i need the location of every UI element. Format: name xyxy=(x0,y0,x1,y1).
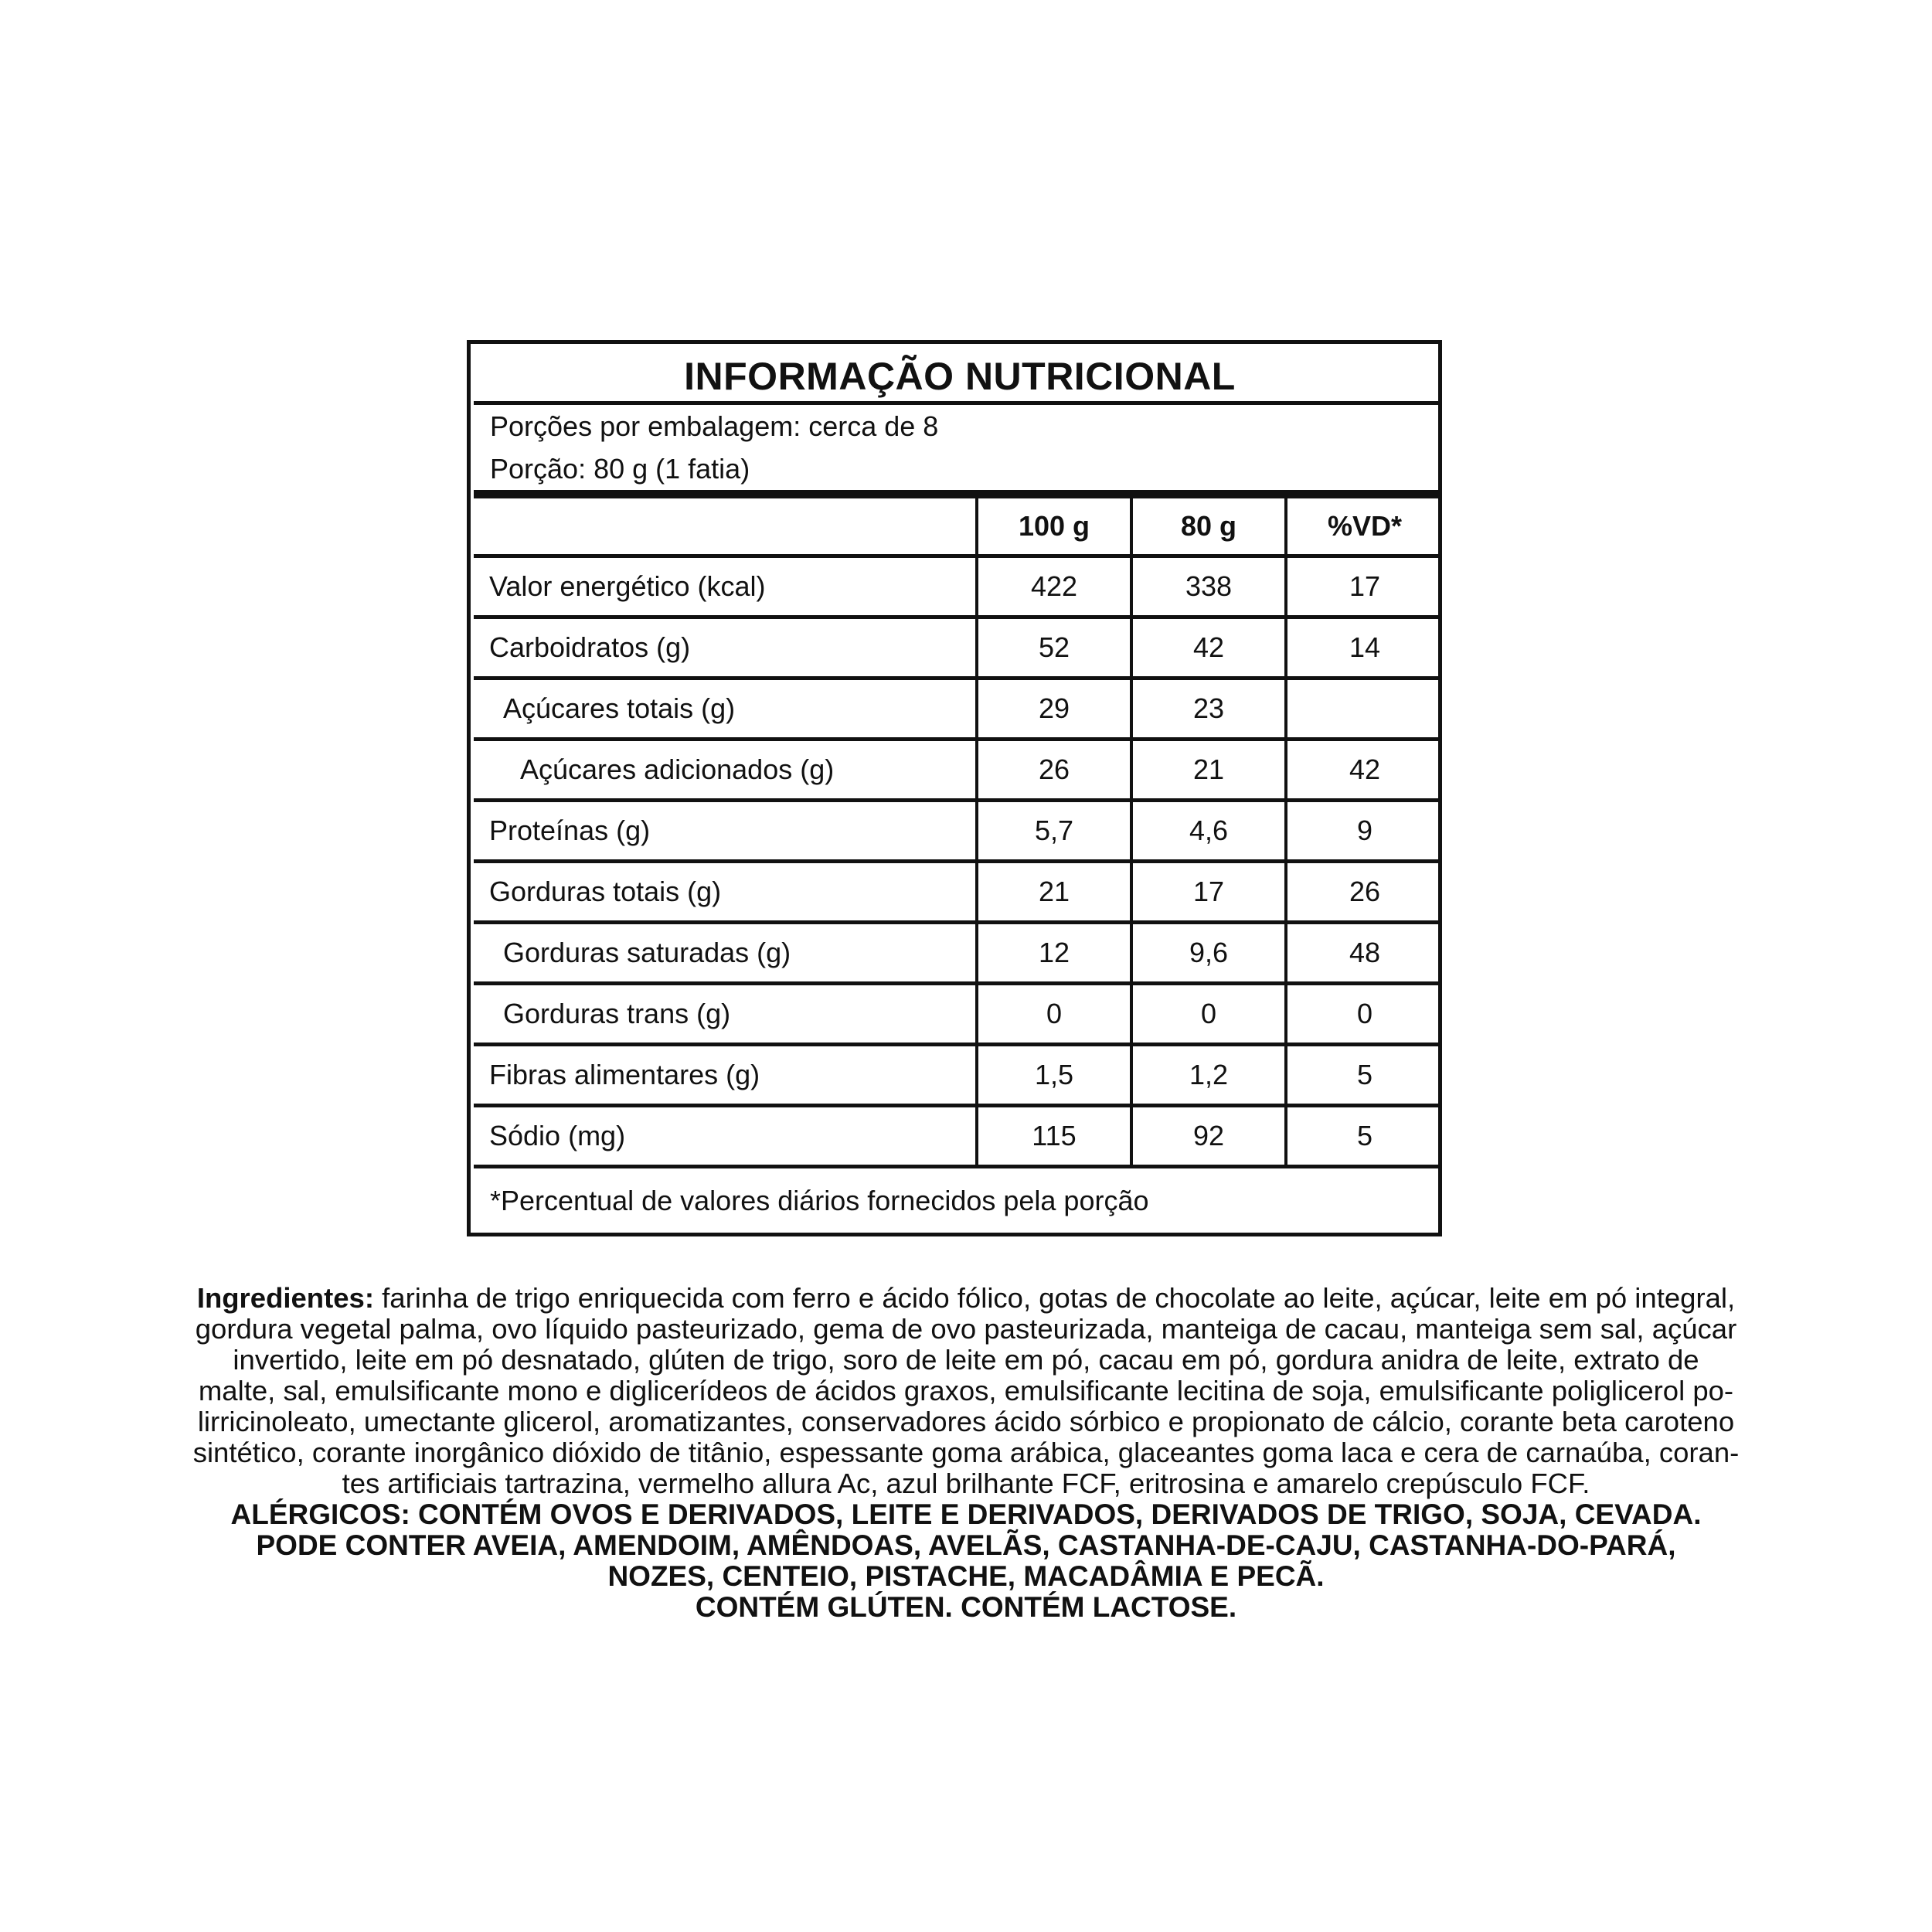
row-per100: 12 xyxy=(977,923,1131,984)
row-per100: 422 xyxy=(977,556,1131,617)
table-row xyxy=(474,1045,1442,1106)
ingredients-line: gordura vegetal palma, ovo líquido pasteurizado, gema de ovo pasteurizada, manteiga de cacau, manteiga sem sal, açúcar xyxy=(195,1313,1737,1345)
table-row xyxy=(474,617,1442,679)
row-label: Fibras alimentares (g) xyxy=(474,1045,977,1106)
header-100g: 100 g xyxy=(977,498,1131,556)
row-per80: 338 xyxy=(1131,556,1286,617)
table-header-row xyxy=(474,498,1442,556)
row-per100: 29 xyxy=(977,679,1131,740)
row-per100: 26 xyxy=(977,740,1131,801)
table-row xyxy=(474,740,1442,801)
nutrition-facts-panel xyxy=(467,340,1442,1236)
row-label: Açúcares adicionados (g) xyxy=(474,740,977,801)
row-per100: 1,5 xyxy=(977,1045,1131,1106)
ingredients-text: farinha de trigo enriquecida com ferro e ácido fólico, gotas de chocolate ao leite, açúcar, leite em pó integral, xyxy=(374,1282,1736,1314)
row-label: Gorduras saturadas (g) xyxy=(474,923,977,984)
row-per80: 4,6 xyxy=(1131,801,1286,862)
allergens-line: PODE CONTER AVEIA, AMENDOIM, AMÊNDOAS, AVELÃS, CASTANHA-DE-CAJU, CASTANHA-DO-PARÁ, xyxy=(256,1529,1676,1561)
row-per80: 0 xyxy=(1131,984,1286,1045)
table-row xyxy=(474,923,1442,984)
row-per80: 9,6 xyxy=(1131,923,1286,984)
row-label: Carboidratos (g) xyxy=(474,617,977,679)
row-label: Açúcares totais (g) xyxy=(474,679,977,740)
header-80g: 80 g xyxy=(1131,498,1286,556)
row-per80: 1,2 xyxy=(1131,1045,1286,1106)
ingredients-block xyxy=(125,1283,1807,1623)
ingredients-line: invertido, leite em pó desnatado, glúten de trigo, soro de leite em pó, cacau em pó, gordura anidra de leite, extrato de xyxy=(233,1344,1699,1376)
table-row xyxy=(474,556,1442,617)
row-per80: 92 xyxy=(1131,1106,1286,1167)
servings-per-package: Porções por embalagem: cerca de 8 xyxy=(490,410,939,442)
serving-info xyxy=(478,405,1446,490)
row-vd: 26 xyxy=(1286,862,1442,923)
ingredients-line: malte, sal, emulsificante mono e diglicerídeos de ácidos graxos, emulsificante lecitina de soja, emulsificante poliglicerol po- xyxy=(198,1375,1734,1406)
ingredients-line: lirricinoleato, umectante glicerol, aromatizantes, conservadores ácido sórbico e propionato de cálcio, corante beta caroteno xyxy=(197,1406,1735,1437)
nutrition-table xyxy=(474,498,1442,1168)
allergens-line: ALÉRGICOS: CONTÉM OVOS E DERIVADOS, LEITE E DERIVADOS, DERIVADOS DE TRIGO, SOJA, CEVADA. xyxy=(230,1498,1702,1530)
row-per100: 21 xyxy=(977,862,1131,923)
thick-divider xyxy=(474,490,1442,498)
row-per80: 42 xyxy=(1131,617,1286,679)
row-label: Sódio (mg) xyxy=(474,1106,977,1167)
table-row xyxy=(474,862,1442,923)
ingredients-line: tes artificiais tartrazina, vermelho allura Ac, azul brilhante FCF, eritrosina e amarelo crepúsculo FCF. xyxy=(342,1468,1590,1499)
row-per100: 0 xyxy=(977,984,1131,1045)
table-row xyxy=(474,801,1442,862)
row-per100: 5,7 xyxy=(977,801,1131,862)
serving-size: Porção: 80 g (1 fatia) xyxy=(490,453,750,485)
row-vd xyxy=(1286,679,1442,740)
nutrition-facts-inner xyxy=(478,344,1446,1232)
header-vd: %VD* xyxy=(1286,498,1442,556)
row-per80: 23 xyxy=(1131,679,1286,740)
row-per80: 17 xyxy=(1131,862,1286,923)
ingredients-line: sintético, corante inorgânico dióxido de titânio, espessante goma arábica, glaceantes goma laca e cera de carnaúba, coran- xyxy=(192,1437,1740,1468)
table-row xyxy=(474,984,1442,1045)
row-per100: 115 xyxy=(977,1106,1131,1167)
allergens-block xyxy=(125,1499,1807,1623)
ingredients-label: Ingredientes: xyxy=(196,1282,375,1314)
ingredients-line xyxy=(125,1283,1807,1314)
header-label-cell xyxy=(474,498,977,556)
row-vd: 14 xyxy=(1286,617,1442,679)
table-row xyxy=(474,679,1442,740)
row-per100: 52 xyxy=(977,617,1131,679)
allergens-line: NOZES, CENTEIO, PISTACHE, MACADÂMIA E PECÃ. xyxy=(607,1560,1325,1592)
row-label: Gorduras trans (g) xyxy=(474,984,977,1045)
row-vd: 42 xyxy=(1286,740,1442,801)
row-vd: 5 xyxy=(1286,1045,1442,1106)
row-label: Proteínas (g) xyxy=(474,801,977,862)
allergens-line: CONTÉM GLÚTEN. CONTÉM LACTOSE. xyxy=(695,1591,1237,1623)
nutrition-title: INFORMAÇÃO NUTRICIONAL xyxy=(474,344,1442,405)
row-vd: 9 xyxy=(1286,801,1442,862)
table-row xyxy=(474,1106,1442,1167)
row-label: Valor energético (kcal) xyxy=(474,556,977,617)
row-vd: 17 xyxy=(1286,556,1442,617)
row-per80: 21 xyxy=(1131,740,1286,801)
row-vd: 0 xyxy=(1286,984,1442,1045)
row-vd: 48 xyxy=(1286,923,1442,984)
vd-footnote: *Percentual de valores diários fornecidos pela porção xyxy=(490,1185,1149,1216)
row-vd: 5 xyxy=(1286,1106,1442,1167)
row-label: Gorduras totais (g) xyxy=(474,862,977,923)
